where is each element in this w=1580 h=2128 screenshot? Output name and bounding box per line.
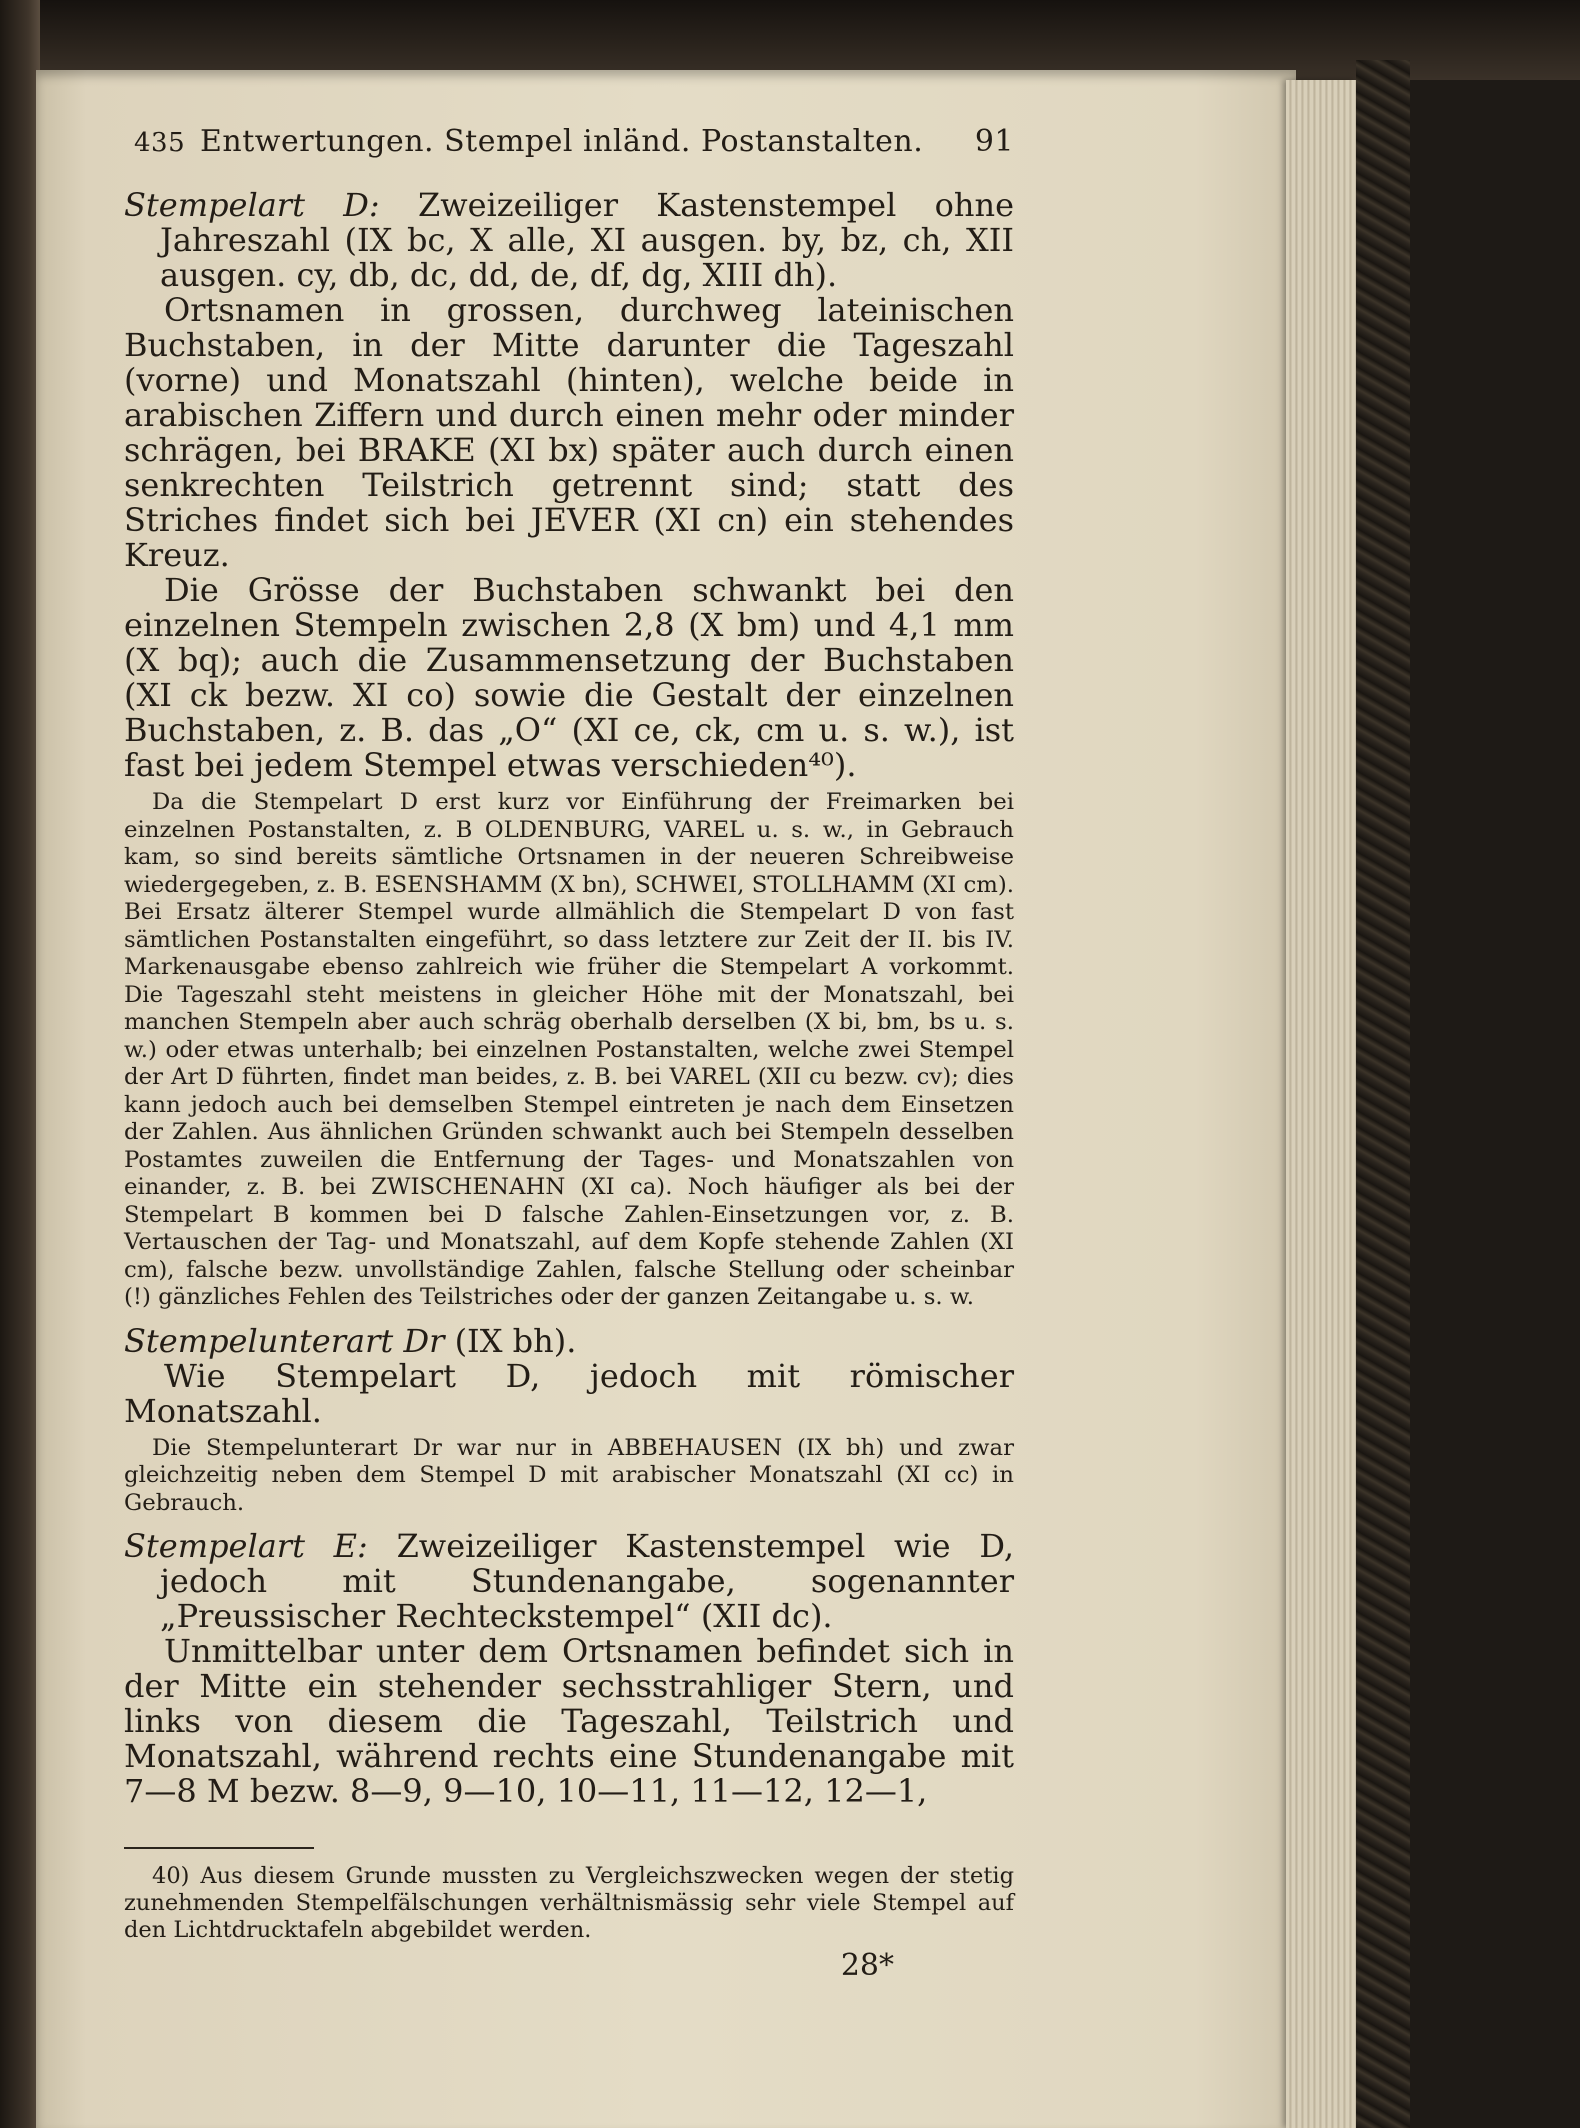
page-number: 91 [974, 124, 1014, 159]
section-dr-label: Stempelunterart Dr [124, 1321, 445, 1360]
section-d-paragraph-1: Ortsnamen in grossen, durchweg lateinischen Buchstaben, in der Mitte darunter die Tageszahl (vorne) und Monatszahl (hinten), welche beide in arabischen Ziffern und durch einen mehr oder minder schrägen, bei BRAKE (XI bx) später auch durch einen senkrechten Teilstrich getrennt sind; statt des Striches findet sich bei JEVER (XI cn) ein stehendes Kreuz. [124, 291, 1014, 574]
signature-mark: 28* [840, 1948, 894, 1983]
section-stempelart-d [124, 188, 1014, 783]
section-d-label: Stempelart D: [124, 186, 380, 224]
page-edges [1286, 80, 1356, 2128]
section-dr-heading [124, 1321, 1014, 1360]
section-stempelart-e [124, 1529, 1014, 1809]
footnote-divider [124, 1847, 314, 1849]
section-d-heading-text: Zweizeiliger Kastenstempel ohne Jahreszahl (IX bc, X alle, XI ausgen. by, bz, ch, XII ausgen. cy, db, dc, dd, de, df, dg, XIII dh). [160, 186, 1015, 294]
section-d-heading [124, 188, 1014, 293]
section-dr-paragraph: Wie Stempelart D, jedoch mit römischer Monatszahl. [124, 1356, 1014, 1430]
section-dr-heading-text: (IX bh). [454, 1321, 577, 1360]
section-e-label: Stempelart E: [124, 1527, 368, 1565]
footnote [124, 1863, 1014, 1944]
section-dr-note-text: Die Stempelunterart Dr war nur in ABBEHAUSEN (IX bh) und zwar gleichzeitig neben dem Stempel D mit arabischer Monatszahl (XI cc) in Gebrauch. [124, 1434, 1014, 1516]
book-binding-top [0, 0, 1580, 80]
running-number: 435 [134, 128, 186, 158]
running-header [124, 124, 1014, 176]
section-e-heading [124, 1529, 1014, 1634]
running-title: Entwertungen. Stempel inländ. Postanstalten. [200, 124, 924, 159]
section-e-heading-text: Zweizeiliger Kastenstempel wie D, jedoch mit Stundenangabe, sogenannter „Preussischer Rechteckstempel“ (XII dc). [160, 1527, 1015, 1635]
section-d-note [124, 789, 1014, 1312]
section-e-paragraph: Unmittelbar unter dem Ortsnamen befindet sich in der Mitte ein stehender sechsstrahliger Stern, und links von diesem die Tageszahl, Teilstrich und Monatszahl, während rechts eine Stundenangabe mit 7—8 M bezw. 8—9, 9—10, 10—11, 11—12, 12—1, [124, 1632, 1014, 1810]
section-stempelunterart-dr [124, 1321, 1014, 1430]
marbled-cover-edge [1356, 60, 1410, 2128]
section-d-note-text: Da die Stempelart D erst kurz vor Einführung der Freimarken bei einzelnen Postanstalten, z. B OLDENBURG, VAREL u. s. w., in Gebrauch kam, so sind bereits sämtliche Ortsnamen in der neueren Schreibweise wiedergegeben, z. B. ESENSHAMM (X bn), SCHWEI, STOLLHAMM (XI cm). Bei Ersatz älterer Stempel wurde allmählich die Stempelart D von fast sämtlichen Postanstalten eingeführt, so dass letztere zur Zeit der II. bis IV. Markenausgabe ebenso zahlreich wie früher die Stempelart A vorkommt. Die Tageszahl steht meistens in gleicher Höhe mit der Monatszahl, bei manchen Stempeln aber auch schräg oberhalb derselben (X bi, bm, bs u. s. w.) oder etwas unterhalb; bei einzelnen Postanstalten, welche zwei Stempel der Art D führten, findet man beides, z. B. bei VAREL (XII cu bezw. cv); dies kann jedoch auch bei demselben Stempel eintreten je nach dem Einsetzen der Zahlen. Aus ähnlichen Gründen schwankt auch bei Stempeln desselben Postamtes zuweilen die Entfernung der Tages- und Monatszahlen von einander, z. B. bei ZWISCHENAHN (XI ca). Noch häufiger als bei der Stempelart B kommen bei D falsche Zahlen-Einsetzungen vor, z. B. Vertauschen der Tag- und Monatszahl, auf dem Kopfe stehende Zahlen (XI cm), falsche bezw. unvollständige Zahlen, falsche Stellung oder scheinbar (!) gänzliches Fehlen des Teilstriches oder der ganzen Zeitangabe u. s. w. [124, 789, 1014, 1310]
section-dr-note [124, 1435, 1014, 1518]
book-binding-left [0, 0, 40, 2128]
page-text [124, 124, 1014, 1983]
section-d-paragraph-2: Die Grösse der Buchstaben schwankt bei den einzelnen Stempeln zwischen 2,8 (X bm) und 4,1 mm (X bq); auch die Zusammensetzung der Buchstaben (XI ck bezw. XI co) sowie die Gestalt der einzelnen Buchstaben, z. B. das „O“ (XI ce, ck, cm u. s. w.), ist fast bei jedem Stempel etwas verschieden⁴⁰). [124, 571, 1014, 784]
footnote-text: 40) Aus diesem Grunde mussten zu Vergleichszwecken wegen der stetig zunehmenden Stempelfälschungen verhältnismässig sehr viele Stempel auf den Lichtdrucktafeln abgebildet werden. [124, 1863, 1014, 1943]
